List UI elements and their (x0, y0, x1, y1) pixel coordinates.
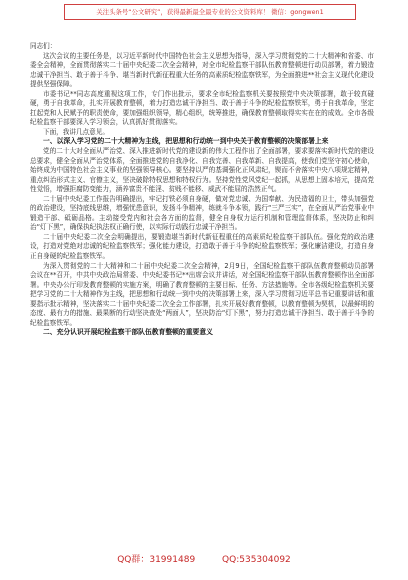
body-paragraph: 市委书记**同志高度重视这项工作，专门作出批示，要求全市纪检监察机关要按照党中央决策部署，敢于较真碰硬，勇于自我革命，扎实开展教育整顿，着力打造忠诚干净担当、敢于善于斗争的纪检监察铁军，勇于自我革命，坚定扛起党和人民赋予的职责使命，要加强组织领导，精心组织，统筹推进，确保教育整顿取得实实在在的成效。全市各级纪检监察干部要深入学习领会，认真抓好贯彻落实。 (30, 89, 374, 127)
body-paragraph: 为深入贯彻党的二十大精神和二十届中央纪委二次全会精神，2月9日，全国纪检监察干部队伍教育整顿动员部署会议在**召开，中共中央政治局常委、中央纪委书记**出席会议并讲话，对全国纪检监察干部队伍教育整顿作出全面部署。中央办公厅印发教育整顿的实施方案，明确了教育整顿的主要目标、任务、方法措施等。全市各级纪检监察机关要把学习党的二十大精神作为主线，把思想和行动统一到中央的决策部署上来，深入学习贯彻习近平总书记重要讲话和重要指示批示精神，坚决落实二十届中央纪委二次全会工作部署，扎实开展好教育整顿，以教育整顿为契机，以最鲜明的态度、最有力的措施、最果断的行动坚决查处“两面人”，坚决防治“灯下黑”，努力打造忠诚干净担当、敢于善于斗争的纪检监察铁军。 (30, 261, 374, 327)
body-paragraph: 这次会议的主要任务是，以习近平新时代中国特色社会主义思想为指导，深入学习贯彻党的二十大精神和省委、市委全会精神，全面贯彻落实二十届中央纪委二次全会精神，对全市纪检监察干部队伍教育整顿进行动员部署，着力锻造忠诚干净担当、敢于善于斗争、堪当新时代新征程重大任务的高素质纪检监察铁军，为全面推进**社会主义现代化建设提供坚强保障。 (30, 51, 374, 89)
qq-text: QQ:535304092 (222, 555, 291, 565)
document-body (30, 42, 374, 546)
body-paragraph: 党的二十大对全面从严治党、深入推进新时代党的建设新的伟大工程作出了全面部署，要求要落实新时代党的建设总要求，健全全面从严治党体系，全面推进党的自我净化、自我完善、自我革新、自我提高，使我们党坚守初心使命，始终成为中国特色社会主义事业的坚强领导核心。要坚持以严的基调强化正风肃纪，锲而不舍落实中央八项规定精神，重点纠治形式主义、官僚主义，坚决破除特权思想和特权行为。坚持党性党风党纪一起抓，从思想上固本培元，提高党性觉悟，增强拒腐防变能力，涵养富贵不能淫、贫贱不能移、威武不能屈的浩然正气。 (30, 147, 374, 194)
section-heading-1: 一、以深入学习党的二十大精神为主线，把思想和行动统一到中央关于教育整顿的决策部署上来 (43, 137, 329, 146)
contact-footer (0, 553, 408, 567)
body-paragraph: 二十届中央纪委工作报告明确提出，牢记打铁必须自身硬，做对党忠诚、为国奉献、为民造福的卫士，带头加强党的政治建设，坚持底线思维，增强忧患意识，发扬斗争精神，练就斗争本领，践行“三严三实”，在全面从严治党事业中锻造干部、砥砺品格。主动接受党内和社会各方面的监督，健全自身权力运行机制和管理监督体系，坚决防止和纠治“灯下黑”，确保执纪执法权正确行使，以实际行动践行忠诚干净担当。 (30, 194, 374, 232)
body-paragraph: 二十届中央纪委二次全会明确提出，要锻造堪当新时代新征程重任的高素质纪检监察干部队伍。强化党的政治建设，打造对党绝对忠诚的纪检监察铁军；强化能力建设，打造敢于善于斗争的纪检监察铁军；强化廉洁建设，打造自身正自身硬的纪检监察铁军。 (30, 232, 374, 261)
body-paragraph: 下面，我讲几点意见。 (43, 127, 109, 136)
greeting: 同志们： (30, 42, 57, 50)
qq-group-text: QQ群：31991489 (117, 555, 196, 565)
section-heading-2: 二、充分认识开展纪检监察干部队伍教育整顿的重要意义 (43, 328, 213, 337)
promo-banner: 关注头条号“公文研究”，获得最新最全最专业的公文资料库！ 微信：gongwen1 (64, 4, 356, 20)
